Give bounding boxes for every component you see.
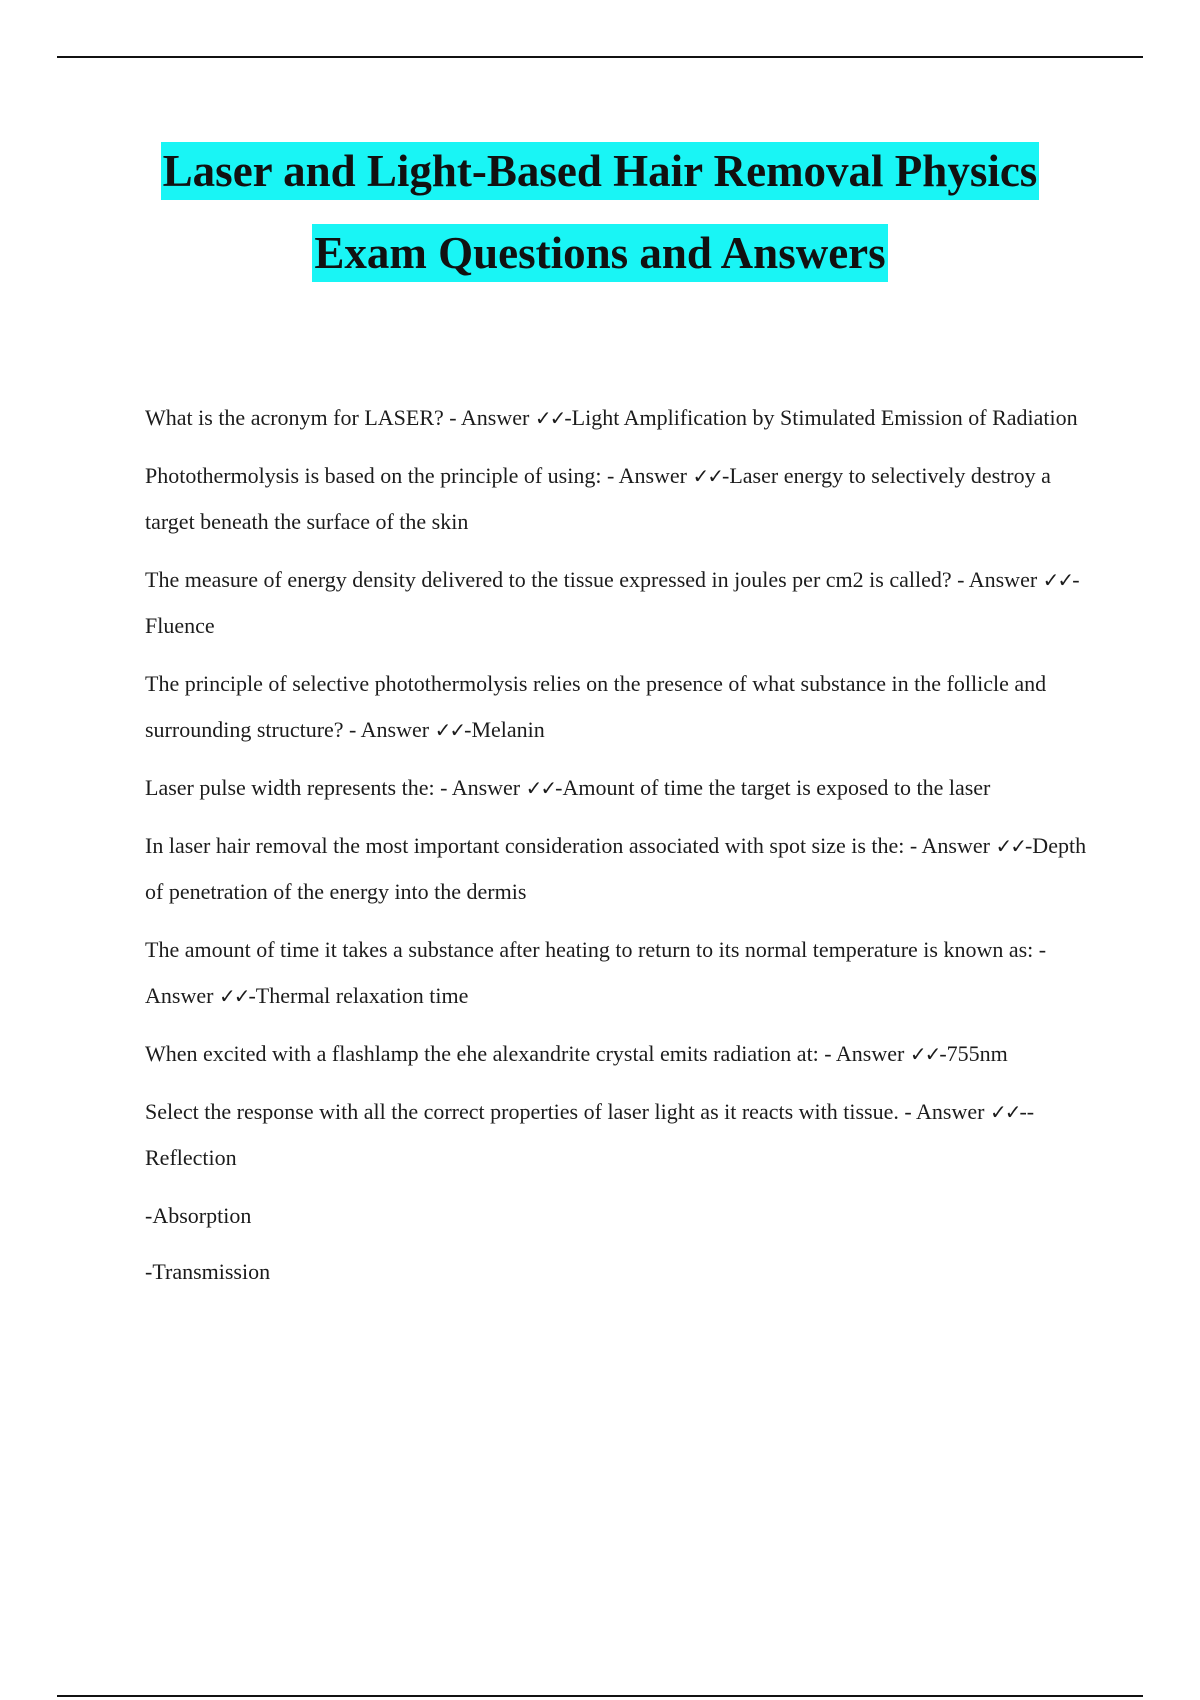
question-text: Select the response with all the correct properties of laser light as it reacts with tissue. - [145, 1099, 916, 1124]
double-check-icon: ✓✓ [989, 1100, 1020, 1124]
qa-item [145, 453, 1090, 545]
header-rule [57, 56, 1143, 58]
answer-text: -Fluence [145, 567, 1080, 638]
double-check-icon: ✓✓ [1042, 568, 1073, 592]
qa-item [145, 661, 1090, 753]
qa-list [145, 395, 1090, 1305]
double-check-icon: ✓✓ [909, 1042, 940, 1066]
qa-item [145, 395, 1090, 441]
title-line-1: Laser and Light-Based Hair Removal Physics [161, 142, 1040, 200]
answer-label: Answer [145, 983, 214, 1008]
question-text: What is the acronym for LASER? - [145, 405, 461, 430]
question-text: The measure of energy density delivered to the tissue expressed in joules per cm2 is called? - [145, 567, 969, 592]
answer-text: -Melanin [464, 717, 545, 742]
qa-item [145, 765, 1090, 811]
title-line-2: Exam Questions and Answers [312, 224, 887, 282]
answer-label: Answer [921, 833, 990, 858]
qa-item [145, 1031, 1090, 1077]
footer-rule [57, 1695, 1143, 1697]
answer-label: Answer [835, 1041, 905, 1066]
answer-text: -Light Amplification by Stimulated Emission of Radiation [564, 405, 1078, 430]
document-title [0, 142, 1200, 306]
question-text: The amount of time it takes a substance after heating to return to its normal temperature is known as: - [145, 937, 1047, 962]
double-check-icon: ✓✓ [534, 406, 565, 430]
qa-item [145, 823, 1090, 915]
answer-text: -755nm [939, 1041, 1008, 1066]
answer-label: Answer [618, 463, 688, 488]
qa-item [145, 557, 1090, 649]
answer-label: Answer [360, 717, 430, 742]
question-text: The principle of selective photothermolysis relies on the presence of what substance in the follicle and surrounding structure? - [145, 671, 1047, 742]
question-text: In laser hair removal the most important consideration associated with spot size is the: - [145, 833, 922, 858]
answer-text: -Depth of penetration of the energy into the dermis [145, 833, 1087, 904]
answer-label: Answer [451, 775, 521, 800]
double-check-icon: ✓✓ [434, 718, 465, 742]
answer-text: --Reflection [145, 1099, 1035, 1170]
answer-text: -Thermal relaxation time [248, 983, 469, 1008]
double-check-icon: ✓✓ [525, 776, 556, 800]
answer-text: -Laser energy to selectively destroy a target beneath the surface of the skin [145, 463, 1051, 534]
qa-item [145, 927, 1090, 1019]
double-check-icon: ✓✓ [692, 464, 723, 488]
question-text: Laser pulse width represents the: - [145, 775, 452, 800]
question-text: Photothermolysis is based on the principle of using: - [145, 463, 619, 488]
double-check-icon: ✓✓ [995, 834, 1025, 858]
double-check-icon: ✓✓ [218, 984, 249, 1008]
answer-label: Answer [916, 1099, 985, 1124]
answer-continuation: -Transmission [145, 1259, 271, 1284]
answer-label: Answer [460, 405, 530, 430]
qa-item [145, 1089, 1090, 1181]
answer-continuation: -Absorption [145, 1203, 252, 1228]
answer-text: -Amount of time the target is exposed to the laser [555, 775, 991, 800]
question-text: When excited with a flashlamp the ehe alexandrite crystal emits radiation at: - [145, 1041, 836, 1066]
answer-label: Answer [968, 567, 1038, 592]
